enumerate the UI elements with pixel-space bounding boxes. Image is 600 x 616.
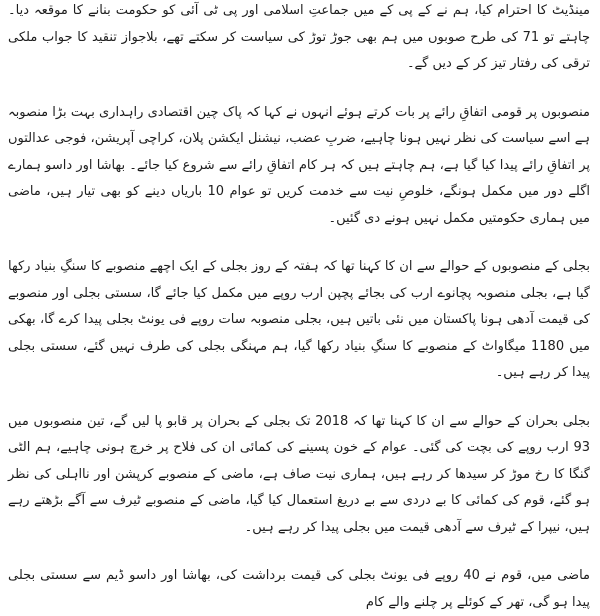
article-paragraph-1: مینڈیٹ کا احترام کیا، ہم نے کے پی کے میں جماعتِ اسلامی اور پی ٹی آئی کو حکومت بنانے کا موقعہ دیا۔ چاہتے تو 71 کی طرح صوبوں میں ہم بھی جوڑ توڑ کی سیاست کر سکتے تھے، بلاجواز تنقید کا جواب ملکی ترقی کی رفتار تیز کر کے دیں گے۔ [8, 3, 590, 71]
article-paragraph-2: منصوبوں پر قومی اتفاقِ رائے پر بات کرتے ہوئے انہوں نے کہا کہ پاک چین اقتصادی راہداری بہت بڑا منصوبہ ہے اسے سیاست کی نظر نہیں ہونا چاہیے، ضربِ عضب، نیشنل ایکشن پلان، کراچی آپریشن، فوجی عدالتوں پر اتفاقِ رائے پیدا کیا گیا ہے، ہم چاہتے ہیں کہ ہر کام اتفاقِ رائے سے شروع کیا جائے۔ بھاشا اور داسو ہمارے اگلے دور میں مکمل ہونگے، خلوصِ نیت سے خدمت کریں تو عوام 10 باریاں دینے کو بھی تیار ہیں، ماضی میں ہماری حکومتیں مکمل نہیں ہونے دی گئیں۔ [8, 104, 591, 226]
article-paragraph-4: بجلی بحران کے حوالے سے ان کا کہنا تھا کہ 2018 تک بجلی کے بحران پر قابو پا لیں گے، تین منصوبوں میں 93 ارب روپے کی بچت کی گئی۔ عوام کے خون پسینے کی کمائی ان کی فلاح پر خرچ ہونی چاہیے، ہم الٹی گنگا کا رخ موڑ کر سیدھا کر رہے ہیں، ہماری نیت صاف ہے، ماضی کے منصوبے کرپشن اور نااہلی کی نظر ہو گئے، قوم کی کمائی کا بے دردی سے بے دریغ استعمال کیا گیا، ماضی کے منصوبے ٹیرف سے آگے بڑھتے رہے ہیں، نیپرا کے ٹیرف سے آدھی قیمت میں بجلی پیدا کر رہے ہیں۔ [8, 413, 590, 535]
article-paragraph-3: بجلی کے منصوبوں کے حوالے سے ان کا کہنا تھا کہ ہفتہ کے روز بجلی کے ایک اچھے منصوبے کا سنگِ بنیاد رکھا گیا ہے، بجلی منصوبہ پچانوے ارب کی بجائے پچپن ارب روپے میں مکمل کیا جائے گا، سستی بجلی اور منصوبے کی قیمت آدھی ہونا پاکستان میں نئی باتیں ہیں، بجلی منصوبہ سات روپے فی یونٹ بجلی پیدا کرے گا، بھکی میں 1180 میگاواٹ کے منصوبے کا سنگِ بنیاد رکھا گیا، ہم مہنگی بجلی کی طرف نہیں گئے، سستی بجلی پیدا کر رہے ہیں۔ [8, 259, 590, 380]
article-paragraph-5: ماضی میں، قوم نے 40 روپے فی یونٹ بجلی کی قیمت برداشت کی، بھاشا اور داسو ڈیم سے سستی بجلی پیدا ہو گی، تھر کے کوئلے پر چلنے والے کام [8, 568, 590, 610]
